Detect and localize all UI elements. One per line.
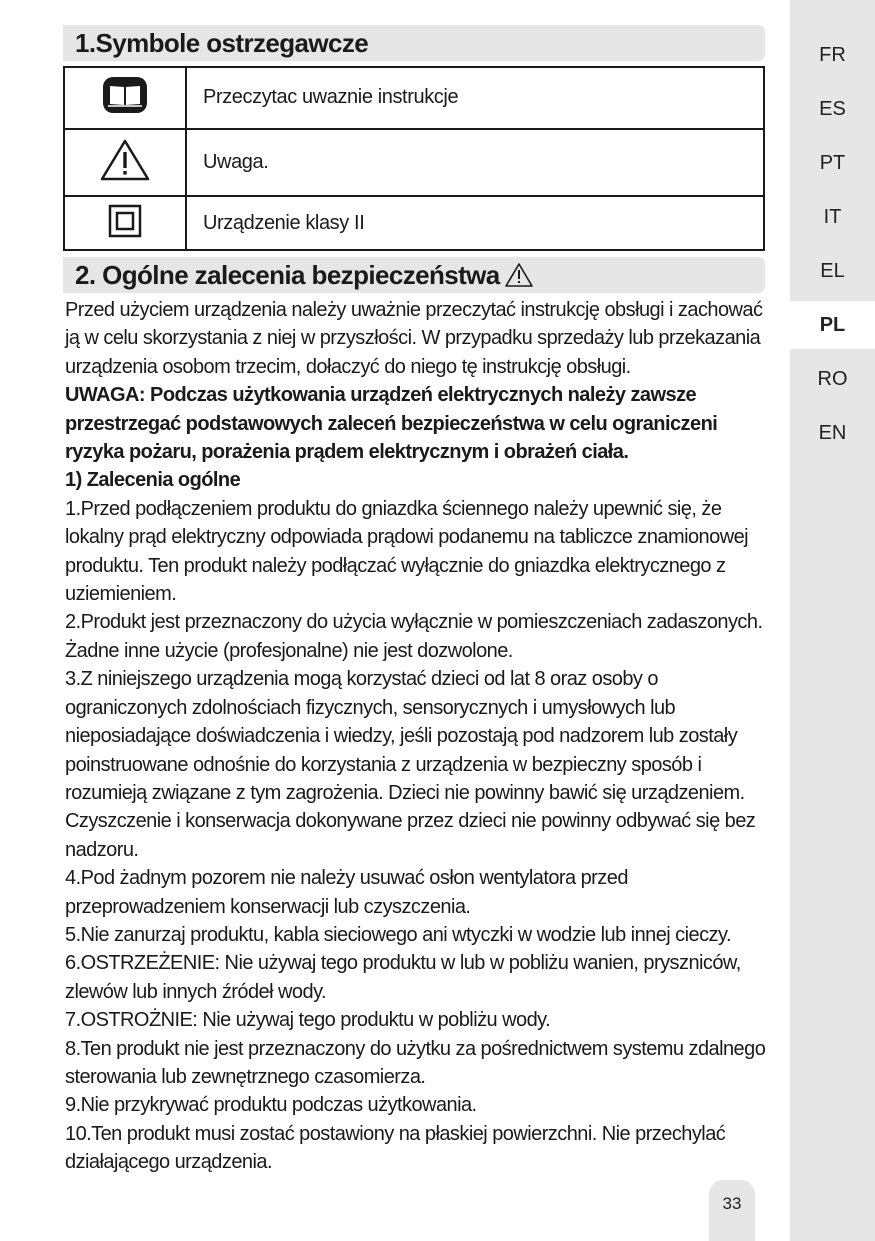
- table-row: [64, 196, 764, 250]
- lang-tab-pl[interactable]: PL: [790, 301, 875, 349]
- page-number: 33: [709, 1180, 755, 1241]
- section-2-title: 2. Ogólne zalecenia bezpieczeństwa: [75, 260, 500, 290]
- list-item: 10.Ten produkt musi zostać postawiony na płaskiej powierzchni. Nie przechylać działającego urządzenia.: [65, 1122, 726, 1174]
- section-2-heading: [63, 257, 765, 293]
- symbol-cell: [64, 196, 186, 250]
- table-row: [64, 129, 764, 196]
- list-item: 2.Produkt jest przeznaczony do użycia wyłącznie w pomieszczeniach zadaszonych. Żadne inne użycie (profesjonalne) nie jest dozwolone.: [65, 611, 763, 662]
- list-item: 9.Nie przykrywać produktu podczas użytkowania.: [65, 1094, 477, 1117]
- symbol-description: Urządzenie klasy II: [186, 196, 764, 250]
- safety-text: [65, 296, 775, 1177]
- lang-tab-el[interactable]: EL: [820, 260, 845, 282]
- list-item: 3.Z niniejszego urządzenia mogą korzystać dzieci od lat 8 oraz osoby o ograniczonych zdolnościach fizycznych, sensorycznych i umysłowych lub nieposiadające doświadczenia i wiedzy, jeśli pozostają pod nadzorem lub zostały poinstruowane odnośnie do korzystania z urządzenia w bezpieczny sposób i rozumieją związane z tym zagrożenia. Dzieci nie powinny bawić się urządzeniem. Czyszczenie i konserwacja dokonywane przez dzieci nie powinny odbywać się bez nadzoru.: [65, 668, 756, 861]
- symbol-cell: [64, 67, 186, 129]
- table-row: [64, 67, 764, 129]
- list-item: 1.Przed podłączeniem produktu do gniazdka ściennego należy upewnić się, że lokalny prąd elektryczny odpowiada prądowi podanemu na tabliczce znamionowej produktu. Ten produkt należy podłączać wyłącznie do gniazdka elektrycznego z uziemieniem.: [65, 497, 749, 606]
- lang-tab-ro[interactable]: RO: [817, 368, 848, 390]
- list-item: 7.OSTROŻNIE: Nie używaj tego produktu w pobliżu wody.: [65, 1009, 551, 1032]
- warning-paragraph: UWAGA: Podczas użytkowania urządzeń elektrycznych należy zawsze przestrzegać podstawowych zaleceń bezpieczeństwa w celu ograniczeni ryzyka pożaru, porażenia prądem elektrycznym i obrażeń ciała.: [65, 384, 718, 464]
- list-item: 5.Nie zanurzaj produktu, kabla sieciowego ani wtyczki w wodzie lub innej cieczy.: [65, 923, 731, 946]
- symbol-description: Uwaga.: [186, 129, 764, 196]
- list-item: 6.OSTRZEŻENIE: Nie używaj tego produktu w lub w pobliżu wanien, pryszniców, zlewów lub innych źródeł wody.: [65, 952, 741, 1003]
- list-item: 4.Pod żadnym pozorem nie należy usuwać osłon wentylatora przed przeprowadzeniem konserwacji lub czyszczenia.: [65, 867, 628, 918]
- warning-triangle-icon: [99, 138, 151, 182]
- warning-triangle-icon: [504, 262, 534, 288]
- section-1-heading: 1.Symbole ostrzegawcze: [63, 25, 765, 61]
- symbols-table: [63, 66, 765, 251]
- lang-tab-es[interactable]: ES: [819, 98, 846, 120]
- book-icon: [101, 75, 149, 115]
- symbol-description: Przeczytac uwaznie instrukcje: [186, 67, 764, 129]
- symbol-cell: [64, 129, 186, 196]
- lang-tab-fr[interactable]: FR: [819, 44, 846, 66]
- intro-paragraph: Przed użyciem urządzenia należy uważnie przeczytać instrukcję obsługi i zachować ją w celu skorzystania z niej w przyszłości. W przypadku sprzedaży lub przekazania urządzenia osobom trzecim, dołaczyć do niego tę instrukcję obsługi.: [65, 299, 763, 378]
- language-sidebar: [790, 0, 875, 1241]
- list-item: 8.Ten produkt nie jest przeznaczony do użytku za pośrednictwem systemu zdalnego sterowania lub zewnętrznego czasomierza.: [65, 1037, 766, 1088]
- class-ii-icon: [108, 204, 142, 238]
- lang-tab-pt[interactable]: PT: [819, 152, 846, 174]
- subsection-heading: 1) Zalecenia ogólne: [65, 469, 241, 492]
- lang-tab-it[interactable]: IT: [823, 206, 842, 228]
- lang-tab-en[interactable]: EN: [818, 422, 847, 444]
